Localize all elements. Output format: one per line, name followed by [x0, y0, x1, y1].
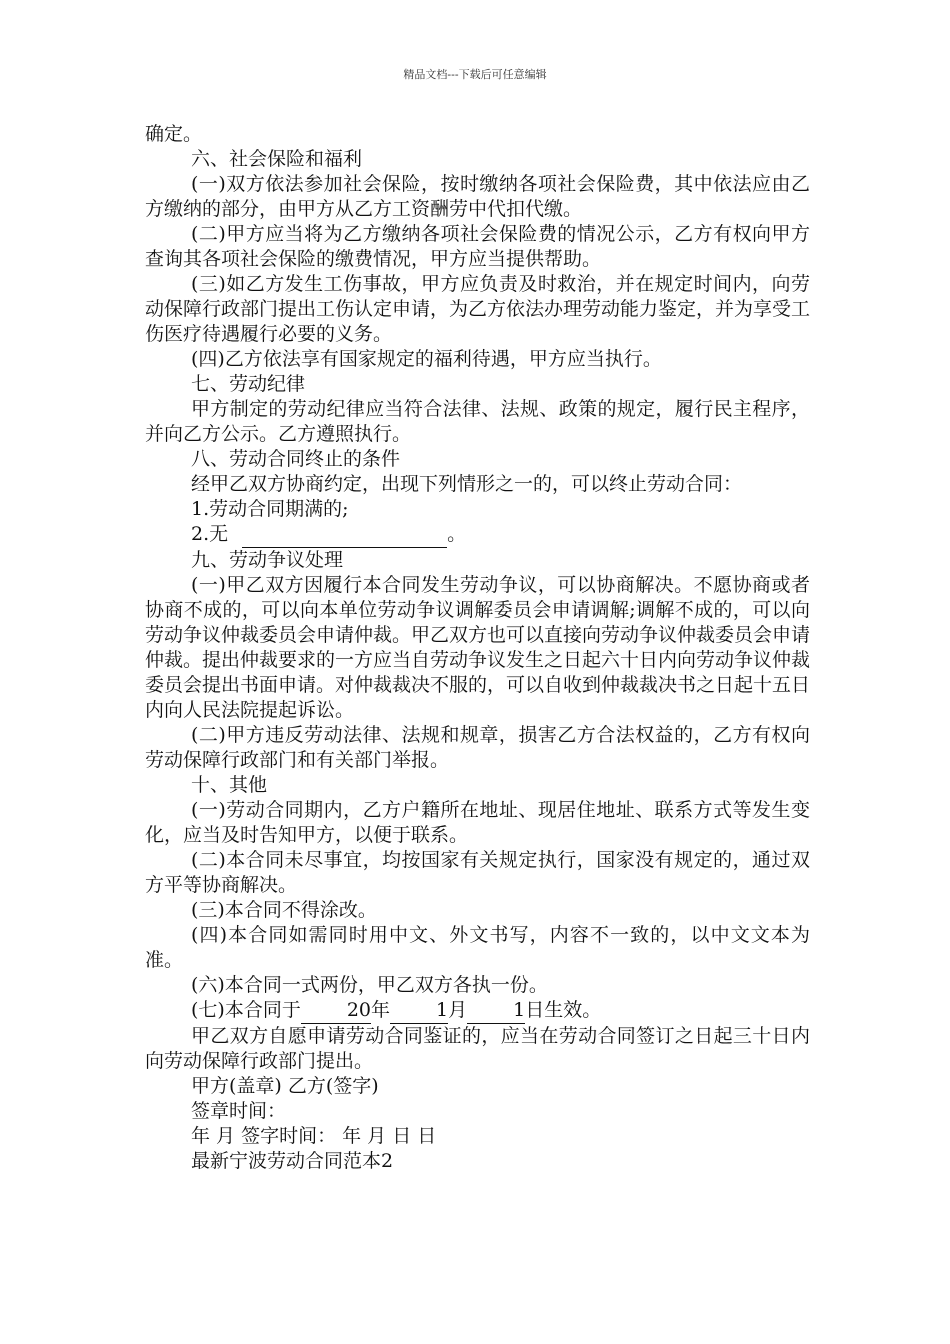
list-item [145, 522, 810, 548]
paragraph: 甲乙双方自愿申请劳动合同鉴证的，应当在劳动合同签订之日起三十日内向劳动保障行政部门提出。 [145, 1025, 810, 1072]
next-document-title: 最新宁波劳动合同范本2 [191, 1150, 394, 1172]
year-field: 20 [301, 998, 371, 1024]
paragraph: 甲方制定的劳动纪律应当符合法律、法规、政策的规定，履行民主程序，并向乙方公示。乙方遵照执行。 [145, 398, 810, 445]
paragraph: (一)劳动合同期内，乙方户籍所在地址、现居住地址、联系方式等发生变化，应当及时告知甲方，以便于联系。 [145, 799, 810, 846]
page-header: 精品文档---下载后可任意编辑 [403, 68, 547, 81]
paragraph: (四)本合同如需同时用中文、外文书写，内容不一致的，以中文文本为准。 [145, 924, 810, 971]
section-heading: 七、劳动纪律 [191, 373, 306, 395]
effective-date-line [145, 998, 810, 1024]
document-body [145, 122, 810, 1174]
paragraph: 经甲乙双方协商约定，出现下列情形之一的，可以终止劳动合同： [191, 473, 743, 495]
effective-date-label: (七)本合同于 [191, 999, 301, 1021]
day-label: 日生效。 [525, 999, 602, 1021]
signature-line: 甲方(盖章) 乙方(签字) [191, 1075, 379, 1097]
blank-underline [242, 522, 447, 548]
paragraph: (二)甲方违反劳动法律、法规和规章，损害乙方合法权益的，乙方有权向劳动保障行政部门和有关部门举报。 [145, 724, 810, 771]
paragraph: (三)本合同不得涂改。 [191, 899, 377, 921]
paragraph: (一)双方依法参加社会保险，按时缴纳各项社会保险费，其中依法应由乙方缴纳的部分，由甲方从乙方工资酬劳中代扣代缴。 [145, 173, 810, 220]
paragraph: 确定。 [145, 123, 203, 145]
paragraph: (三)如乙方发生工伤事故，甲方应负责及时救治，并在规定时间内，向劳动保障行政部门提出工伤认定申请，为乙方依法办理劳动能力鉴定，并为享受工伤医疗待遇履行必要的义务。 [145, 273, 811, 345]
paragraph: (六)本合同一式两份，甲乙双方各执一份。 [191, 974, 548, 996]
paragraph: (二)甲方应当将为乙方缴纳各项社会保险费的情况公示，乙方有权向甲方查询其各项社会保险的缴费情况，甲方应当提供帮助。 [145, 223, 810, 270]
paragraph: (四)乙方依法享有国家规定的福利待遇，甲方应当执行。 [191, 348, 662, 370]
paragraph: (二)本合同未尽事宜，均按国家有关规定执行，国家没有规定的，通过双方平等协商解决。 [145, 849, 810, 896]
list-item-label: 2.无 [191, 523, 229, 545]
list-item: 1.劳动合同期满的; [191, 498, 349, 520]
list-item-end: 。 [447, 523, 467, 545]
day-field: 1 [467, 998, 525, 1024]
section-heading: 十、其他 [191, 774, 268, 796]
paragraph: (一)甲乙双方因履行本合同发生劳动争议，可以协商解决。不愿协商或者协商不成的，可以向本单位劳动争议调解委员会申请调解;调解不成的，可以向劳动争议仲裁委员会申请仲裁。甲乙双方也可以直接向劳动争议仲裁委员会申请仲裁。提出仲裁要求的一方应当自劳动争议发生之日起六十日内向劳动争议仲裁委员会提出书面申请。对仲裁裁决不服的，可以自收到仲裁裁决书之日起十五日内向人民法院提起诉讼。 [145, 574, 811, 721]
month-field: 1 [390, 998, 448, 1024]
signature-date-line: 年 月 签字时间： 年 月 日 日 [191, 1125, 437, 1147]
section-heading: 八、劳动合同终止的条件 [191, 448, 401, 470]
section-heading: 九、劳动争议处理 [191, 549, 344, 571]
month-label: 月 [448, 999, 468, 1021]
section-heading: 六、社会保险和福利 [191, 148, 363, 170]
signature-date-label: 签章时间： [191, 1100, 287, 1122]
year-label: 年 [371, 999, 391, 1021]
